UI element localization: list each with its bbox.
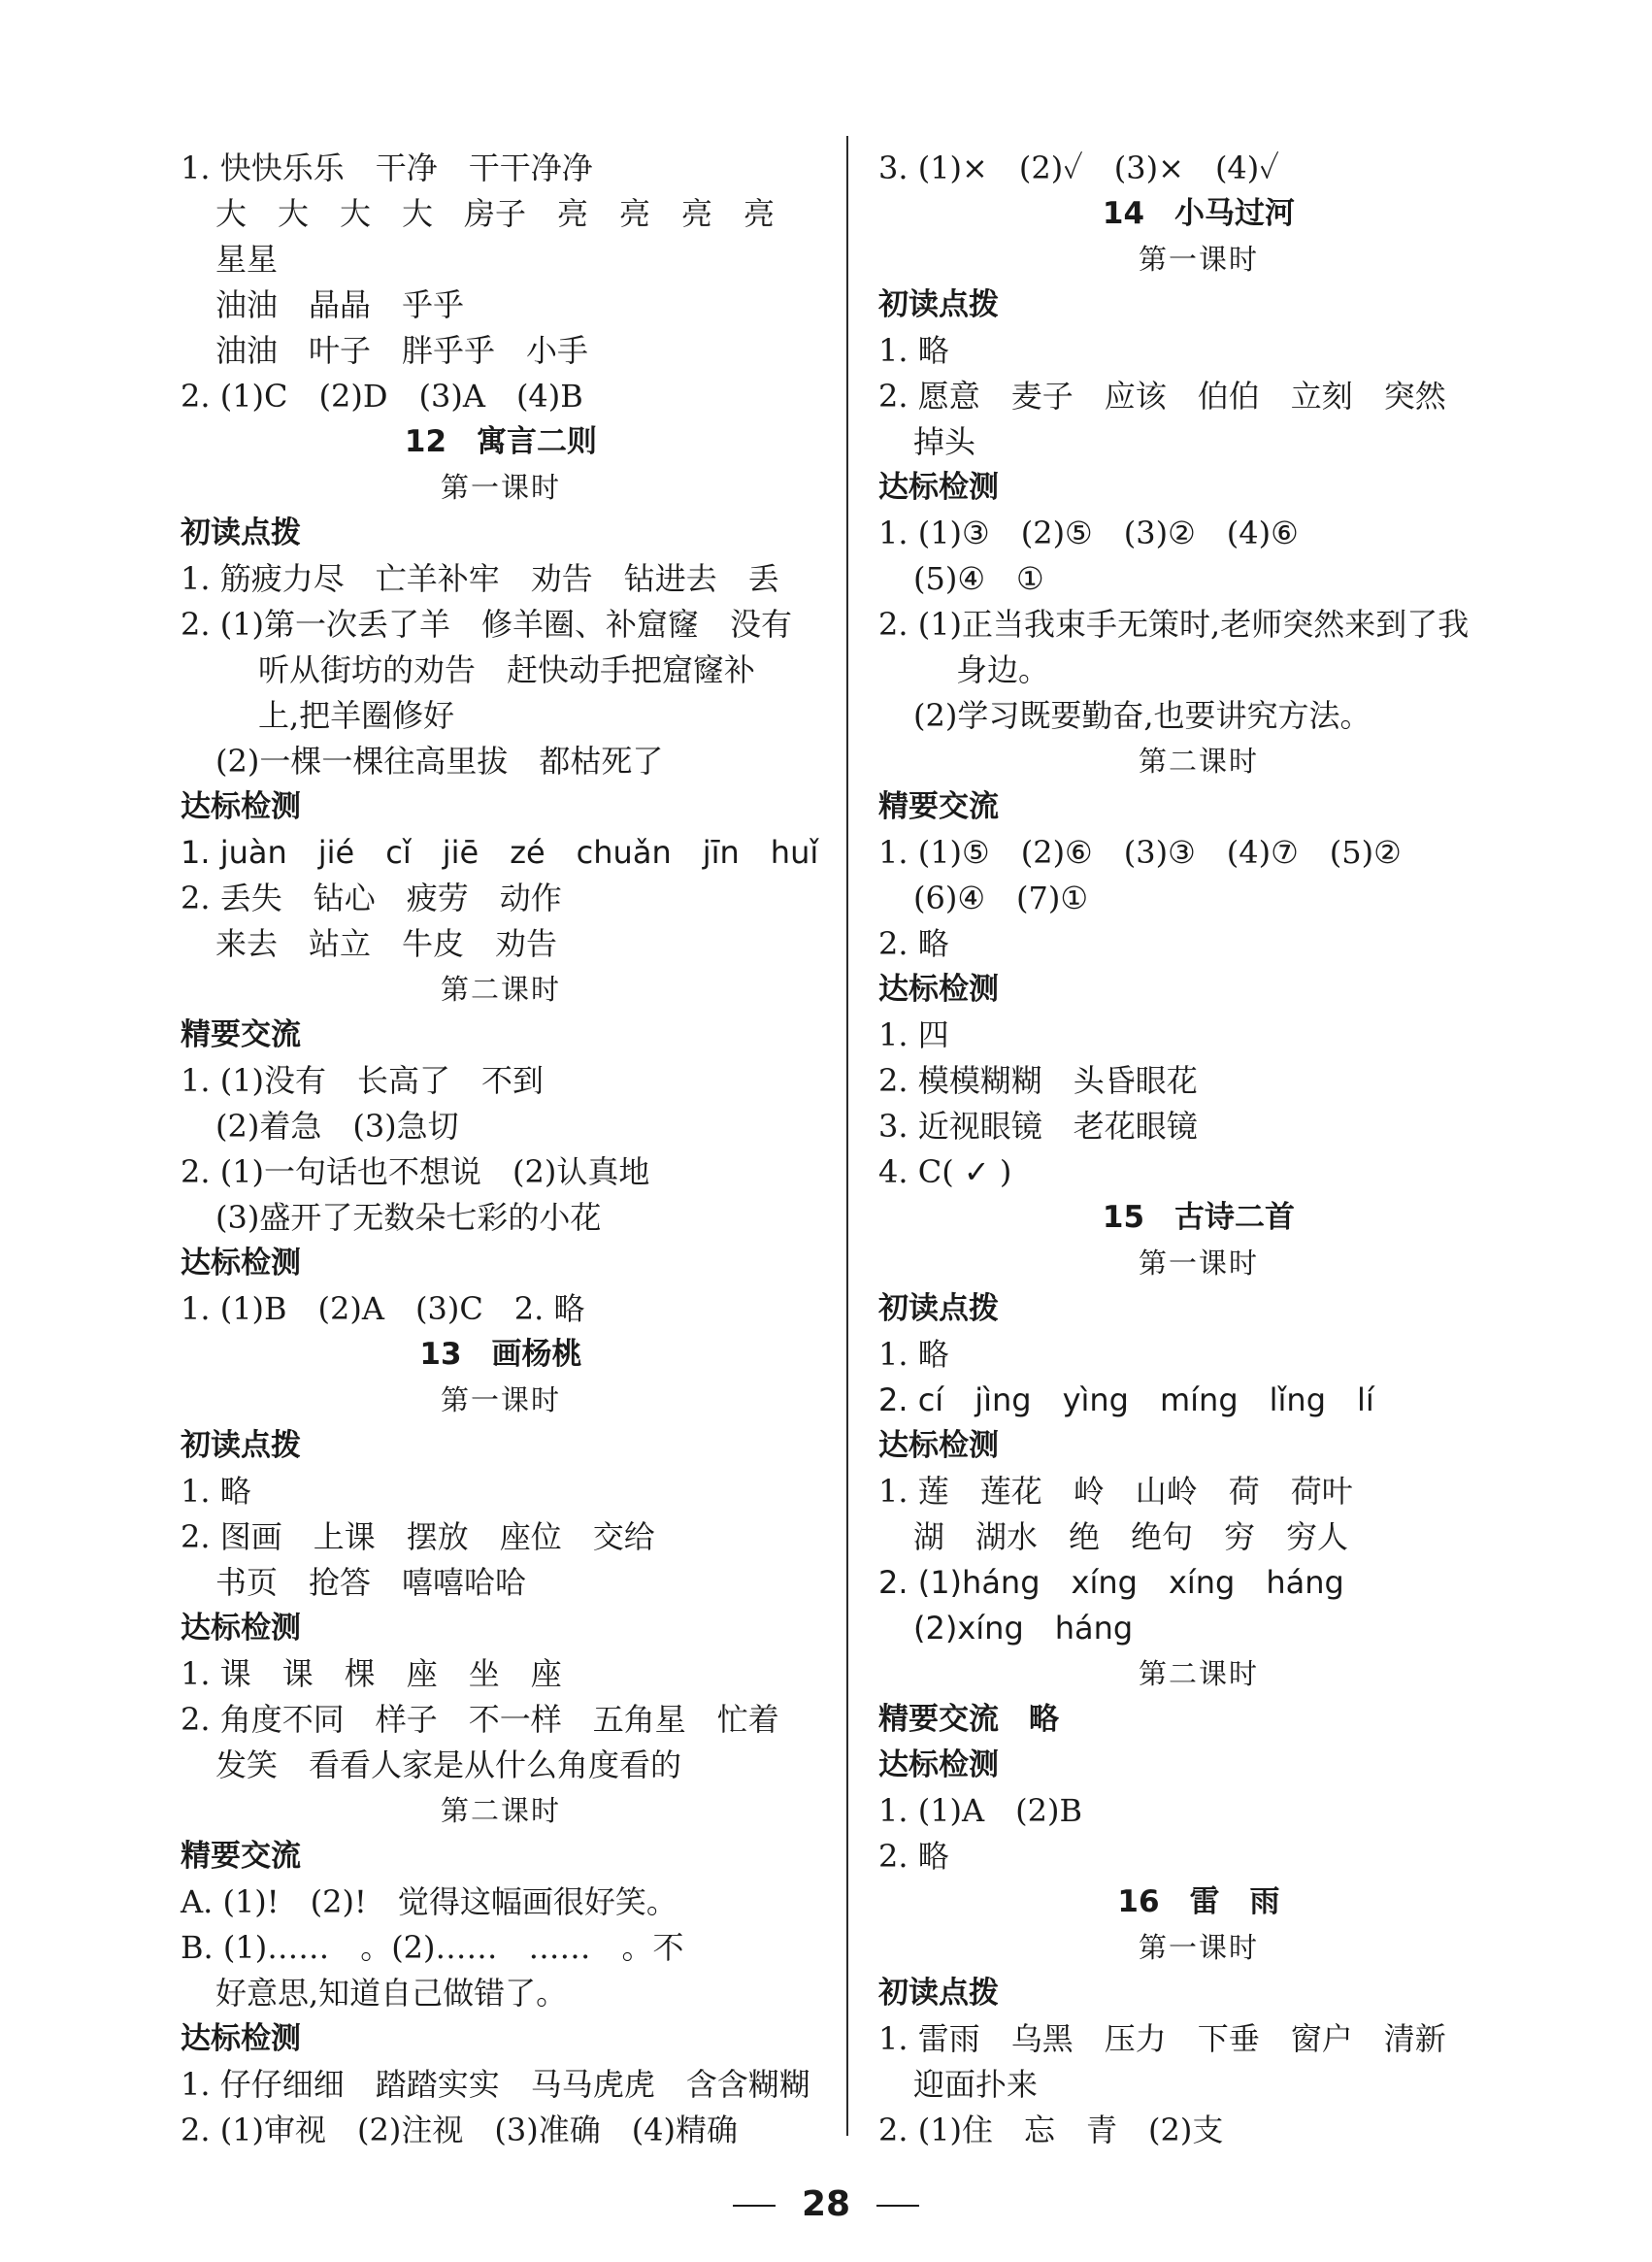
- answer-continuation: 好意思,知道自己做错了。: [215, 1975, 568, 2012]
- answer-line: 2. (1)C (2)D (3)A (4)B: [181, 378, 583, 415]
- answer-continuation: 听从街坊的劝告 赶快动手把窟窿补: [258, 651, 756, 688]
- answer-line: 3. 近视眼镜 老花眼镜: [878, 1108, 1198, 1145]
- section-label: 初读点拨: [878, 1976, 999, 2011]
- answer-continuation: (5)④ ①: [913, 560, 1044, 597]
- pinyin-line: (2)xíng háng: [913, 1610, 1134, 1647]
- answer-continuation: 湖 湖水 绝 绝句 穷 穷人: [913, 1518, 1349, 1555]
- footer-dash-right: [876, 2205, 919, 2207]
- section-label: 精要交流: [181, 1017, 301, 1052]
- answer-line: 2. (1)第一次丢了羊 修羊圈、补窟窿 没有: [181, 606, 793, 643]
- answer-line: 4. C( ✓ ): [878, 1153, 1012, 1190]
- pinyin-line: 2. cí jìng yìng míng lǐng lí: [878, 1381, 1374, 1418]
- section-label: 达标检测: [181, 1246, 301, 1281]
- section-label: 初读点拨: [878, 1291, 999, 1326]
- answer-continuation: 上,把羊圈修好: [258, 697, 455, 734]
- answer-line: 1. (1)⑤ (2)⑥ (3)③ (4)⑦ (5)②: [878, 834, 1402, 871]
- answer-line: 2. (1)一句话也不想说 (2)认真地: [181, 1153, 650, 1190]
- answer-line: 2. 图画 上课 摆放 座位 交给: [181, 1518, 655, 1555]
- answer-continuation: (3)盛开了无数朵七彩的小花: [215, 1199, 602, 1236]
- section-label: 精要交流 略: [878, 1702, 1059, 1737]
- answer-line: 1. 雷雨 乌黑 压力 下垂 窗户 清新: [878, 2020, 1446, 2057]
- lesson-title: 12 寓言二则: [404, 424, 598, 459]
- answer-line: 1. 筋疲力尽 亡羊补牢 劝告 钻进去 丢: [181, 560, 779, 597]
- section-label: 初读点拨: [181, 1428, 301, 1463]
- answer-continuation: 书页 抢答 嘻嘻哈哈: [215, 1564, 527, 1601]
- lesson-period: 第二课时: [1138, 745, 1259, 778]
- answer-line: 2. 角度不同 样子 不一样 五角星 忙着: [181, 1701, 779, 1738]
- answer-line: A. (1)! (2)! 觉得这幅画很好笑。: [181, 1883, 677, 1920]
- lesson-period: 第一课时: [1138, 243, 1259, 276]
- section-label: 初读点拨: [878, 287, 999, 322]
- section-label: 达标检测: [181, 1611, 301, 1646]
- answer-continuation: (2)学习既要勤奋,也要讲究方法。: [913, 697, 1371, 734]
- answer-line: 2. 略: [878, 1838, 949, 1875]
- answer-line: 1. 略: [181, 1473, 251, 1510]
- pinyin-line: 2. (1)háng xíng xíng háng: [878, 1564, 1344, 1601]
- answer-line: 1. 略: [878, 332, 949, 369]
- answer-line: 1. (1)③ (2)⑤ (3)② (4)⑥: [878, 515, 1299, 551]
- answer-continuation: 大 大 大 大 房子 亮 亮 亮 亮: [215, 195, 776, 232]
- footer-dash-left: [733, 2205, 776, 2207]
- answer-line: 2. (1)正当我束手无策时,老师突然来到了我: [878, 606, 1470, 643]
- section-label: 达标检测: [181, 2021, 301, 2056]
- answer-line: 1. 仔仔细细 踏踏实实 马马虎虎 含含糊糊: [181, 2066, 810, 2103]
- lesson-period: 第一课时: [1138, 1931, 1259, 1964]
- answer-line: 2. (1)审视 (2)注视 (3)准确 (4)精确: [181, 2112, 739, 2148]
- section-label: 达标检测: [878, 1428, 999, 1463]
- answer-line: 2. (1)住 忘 青 (2)支: [878, 2112, 1224, 2148]
- answer-line: 3. (1)× (2)✓ (3)× (4)✓: [878, 150, 1279, 186]
- lesson-title: 14 小马过河: [1102, 196, 1296, 231]
- lesson-period: 第二课时: [440, 973, 561, 1006]
- page-footer: [0, 2184, 1652, 2224]
- pinyin-line: 1. juàn jié cǐ jiē zé chuǎn jīn huǐ: [181, 834, 819, 871]
- answer-line: 1. (1)没有 长高了 不到: [181, 1062, 545, 1099]
- answer-line: 2. 略: [878, 925, 949, 962]
- section-label: 精要交流: [878, 789, 999, 824]
- lesson-title: 15 古诗二首: [1102, 1200, 1296, 1235]
- section-label: 达标检测: [878, 972, 999, 1007]
- answer-line: 1. 课 课 棵 座 坐 座: [181, 1655, 562, 1692]
- answer-continuation: 迎面扑来: [913, 2066, 1039, 2103]
- answer-continuation: (2)一棵一棵往高里拔 都枯死了: [215, 743, 664, 780]
- answer-continuation: 来去 站立 牛皮 劝告: [215, 925, 558, 962]
- answer-continuation: 掉头: [913, 423, 976, 460]
- answer-line: 1. 略: [878, 1336, 949, 1373]
- page-number: 28: [801, 2184, 851, 2224]
- lesson-period: 第一课时: [440, 1383, 561, 1416]
- section-label: 达标检测: [878, 470, 999, 505]
- answer-line: 2. 愿意 麦子 应该 伯伯 立刻 突然: [878, 378, 1446, 415]
- section-label: 初读点拨: [181, 516, 301, 550]
- lesson-period: 第一课时: [1138, 1247, 1259, 1280]
- section-label: 达标检测: [181, 789, 301, 824]
- answer-line: B. (1)…… 。(2)…… …… 。不: [181, 1929, 684, 1966]
- answer-line: 1. (1)B (2)A (3)C 2. 略: [181, 1290, 585, 1327]
- answer-line: 1. (1)A (2)B: [878, 1792, 1082, 1829]
- left-column: [181, 146, 821, 2153]
- section-label: 达标检测: [878, 1747, 999, 1782]
- answer-line: 2. 模模糊糊 头昏眼花: [878, 1062, 1198, 1099]
- answer-continuation: 星星: [215, 241, 279, 278]
- lesson-period: 第二课时: [1138, 1657, 1259, 1690]
- column-divider: [846, 136, 848, 2136]
- lesson-title: 16 雷 雨: [1117, 1884, 1280, 1919]
- answer-continuation: 身边。: [956, 651, 1050, 688]
- answer-line: 1. 四: [878, 1016, 949, 1053]
- answer-continuation: 油油 叶子 胖乎乎 小手: [215, 332, 589, 369]
- answer-line: 1. 快快乐乐 干净 干干净净: [181, 150, 593, 186]
- lesson-period: 第一课时: [440, 471, 561, 504]
- section-label: 精要交流: [181, 1839, 301, 1874]
- right-column: [878, 146, 1519, 2153]
- lesson-period: 第二课时: [440, 1794, 561, 1827]
- answer-continuation: (6)④ (7)①: [913, 880, 1089, 916]
- lesson-title: 13 画杨桃: [419, 1337, 582, 1372]
- answer-line: 1. 莲 莲花 岭 山岭 荷 荷叶: [878, 1473, 1353, 1510]
- answer-line: 2. 丢失 钻心 疲劳 动作: [181, 880, 562, 916]
- answer-continuation: 油油 晶晶 乎乎: [215, 286, 465, 323]
- answer-continuation: (2)着急 (3)急切: [215, 1108, 459, 1145]
- answer-continuation: 发笑 看看人家是从什么角度看的: [215, 1746, 682, 1783]
